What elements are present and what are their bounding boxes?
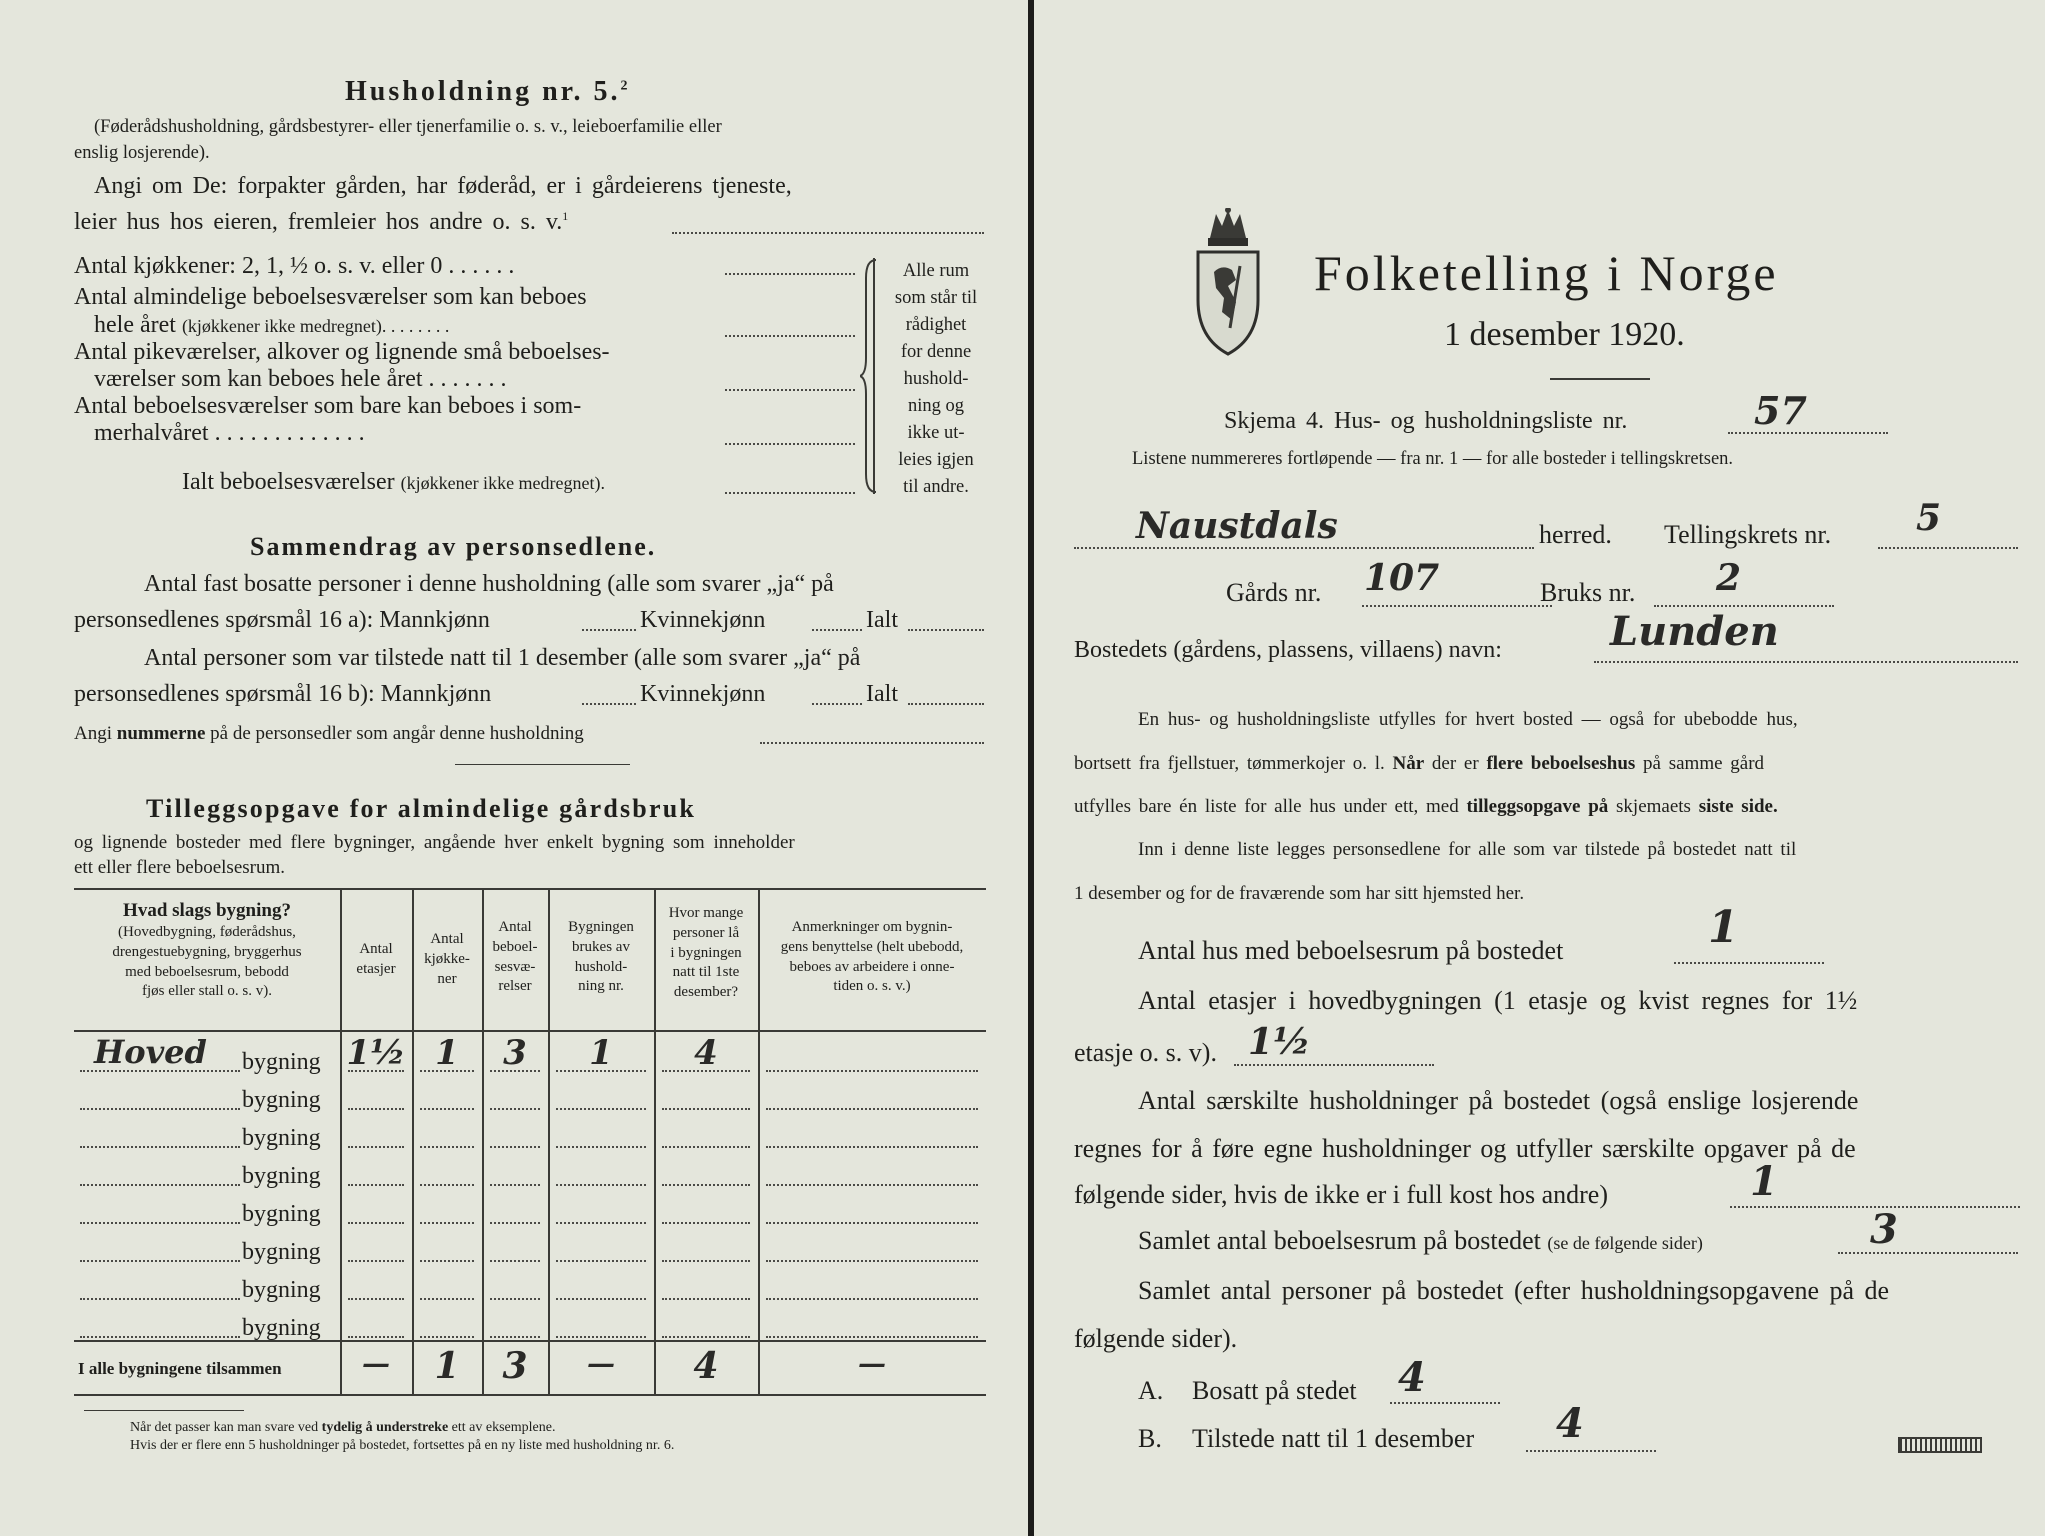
pike-label-line2: værelser som kan beboes hele året . . . . . . .: [94, 366, 507, 392]
cell-personer-line[interactable]: [662, 1260, 750, 1262]
cell-kjokkener-line[interactable]: [420, 1184, 474, 1186]
cell-personer-line[interactable]: [662, 1184, 750, 1186]
info-line3: [1074, 797, 1778, 816]
col-header-type-line: (Hovedbygning, føderådshus,: [118, 924, 296, 941]
col-header-kjokkener: [414, 930, 480, 989]
q-saerskilte-line2: regnes for å føre egne husholdninger og utfyller særskilte opgaver på de: [1074, 1134, 1856, 1163]
info-line2-d: flere beboelseshus: [1486, 753, 1636, 774]
col-header-line: desember?: [673, 984, 739, 1001]
cell-etasjer-line[interactable]: [348, 1336, 404, 1338]
total-etasjer[interactable]: —: [362, 1347, 390, 1380]
nummerne-a: Angi: [74, 723, 112, 744]
sommer-answer-line[interactable]: [725, 443, 855, 445]
tilstede-natt-label: Tilstede natt til 1 desember: [1192, 1424, 1475, 1453]
row-bygning-label: bygning: [242, 1277, 321, 1303]
tilstede-natt-value[interactable]: 4: [1556, 1400, 1584, 1447]
listene-note: Listene nummereres fortløpende — fra nr. 1 — for alle bosteder i tellingskretsen.: [1132, 449, 1734, 469]
total-anmerkninger[interactable]: —: [858, 1347, 886, 1380]
nummerne-label: [74, 724, 584, 743]
q-samlet-rum-small: (se de følgende sider): [1547, 1233, 1703, 1253]
col-header-line: Anmerkninger om bygnin-: [791, 919, 953, 935]
col-header-type-line: med beboelsesrum, bebodd: [125, 963, 289, 980]
q-etasjer-line1: Antal etasjer i hovedbygningen (1 etasje og kvist regnes for 1½: [1138, 986, 1858, 1015]
tilstede-ialt-line[interactable]: [908, 703, 984, 705]
alm-label-line2-small: (kjøkkener ikke medregnet). . . . . . . .: [181, 316, 450, 336]
tillegg-title: Tilleggsopgave for almindelige gårdsbruk: [146, 794, 697, 823]
household-intro-line2: enslig losjerende).: [74, 143, 210, 163]
tilstede-line2: personsedlenes spørsmål 16 b): Mannkjønn: [74, 681, 492, 707]
alm-label-line1: Antal almindelige beboelsesværelser som kan beboes: [74, 284, 587, 310]
section-divider: [455, 764, 630, 765]
row-bygning-label: bygning: [242, 1239, 321, 1265]
table-header-border: [74, 1030, 986, 1032]
cell-personer-line[interactable]: [662, 1336, 750, 1338]
cell-personer-line[interactable]: [662, 1146, 750, 1148]
tilstede-line1: Antal personer som var tilstede natt til 1 desember (alle som svarer „ja“ på: [144, 645, 861, 671]
row-type-line[interactable]: [80, 1146, 240, 1148]
col-header-line: Bygningen: [568, 919, 634, 935]
col-header-type-line: fjøs eller stall o. s. v).: [142, 983, 272, 1000]
cell-anmerkninger-line[interactable]: [766, 1298, 978, 1300]
rooms-brace: [860, 258, 880, 494]
total-personer[interactable]: 4: [693, 1345, 719, 1387]
col-header-line: hushold-: [574, 958, 628, 975]
rooms-note-line: rådighet: [905, 315, 967, 335]
info-line3-d: siste side.: [1698, 796, 1778, 817]
total-beboelsesrum[interactable]: 3: [502, 1345, 528, 1387]
rooms-note-line: ikke ut-: [907, 423, 965, 443]
bosatt-value[interactable]: 4: [1398, 1354, 1426, 1401]
cell-anmerkninger-line[interactable]: [766, 1108, 978, 1110]
skjema-label: Skjema 4. Hus- og husholdningsliste nr.: [1224, 408, 1628, 434]
row-bygning-label: bygning: [242, 1125, 321, 1151]
fast-ialt-line[interactable]: [908, 629, 984, 631]
fast-kvinne-line[interactable]: [812, 629, 862, 631]
cell-beboelsesrum[interactable]: 3: [503, 1033, 527, 1073]
col-header-line: beboes av arbeidere i onne-: [789, 958, 955, 975]
cell-kjokkener-line[interactable]: [420, 1146, 474, 1148]
census-title: Folketelling i Norge: [1314, 245, 1779, 301]
rooms-note-line: for denne: [900, 342, 972, 362]
footnote-line1-a: Når det passer kan man svare ved: [130, 1420, 319, 1435]
cell-anmerkninger-line[interactable]: [766, 1184, 978, 1186]
cell-etasjer-line[interactable]: [348, 1298, 404, 1300]
fast-mann-line[interactable]: [582, 629, 636, 631]
gards-line[interactable]: [1362, 605, 1552, 607]
col-header-line: Antal: [359, 941, 393, 957]
cell-anmerkninger-line[interactable]: [766, 1146, 978, 1148]
bosatt-letter: A.: [1138, 1376, 1164, 1405]
cell-husholdning-line[interactable]: [556, 1260, 646, 1262]
cell-etasjer-line[interactable]: [348, 1184, 404, 1186]
col-header-line: ner: [437, 970, 457, 987]
cell-kjokkener-line[interactable]: [420, 1260, 474, 1262]
household-title: [345, 78, 631, 106]
total-kjokkener[interactable]: 1: [434, 1345, 460, 1387]
q-samlet-pers-line1: Samlet antal personer på bostedet (efter husholdningsopgavene på de: [1138, 1276, 1890, 1305]
cell-husholdning-line[interactable]: [556, 1336, 646, 1338]
rooms-note-line: som står til: [894, 288, 978, 308]
rooms-note-divider: [873, 258, 875, 494]
col-header-line: Antal: [430, 931, 464, 947]
tellingskrets-line[interactable]: [1878, 547, 2018, 549]
ialt-label-small: (kjøkkener ikke medregnet).: [400, 473, 606, 493]
q-samlet-pers-line2: følgende sider).: [1074, 1324, 1238, 1353]
col-header-line: personer lå: [672, 924, 740, 941]
cell-kjokkener-line[interactable]: [420, 1298, 474, 1300]
cell-etasjer[interactable]: 1½: [346, 1033, 406, 1073]
q-etasjer-line2: etasje o. s. v).: [1074, 1038, 1217, 1067]
info-line3-a: utfylles bare én liste for alle hus under ett, med: [1074, 796, 1459, 817]
right-page: [1034, 0, 2045, 1536]
info-line2-b: Når: [1392, 753, 1425, 774]
q-saerskilte-line1: Antal særskilte husholdninger på bostedet (også enslige losjerende: [1138, 1086, 1859, 1115]
cell-beboelsesrum-line[interactable]: [490, 1260, 540, 1262]
footnote-line1-c: ett av eksemplene.: [451, 1420, 556, 1435]
cell-personer-line[interactable]: [662, 1108, 750, 1110]
info-line3-c: skjemaets: [1616, 796, 1691, 817]
footnote-line1-b: tydelig å understreke: [321, 1420, 449, 1435]
footnote-line1: [130, 1421, 555, 1435]
cell-kjokkener[interactable]: 1: [435, 1033, 459, 1073]
rooms-note-line: ning og: [907, 396, 964, 416]
tellingskrets-label: Tellingskrets nr.: [1664, 520, 1832, 549]
q-samlet-rum-value[interactable]: 3: [1870, 1206, 1898, 1253]
q-samlet-rum-line[interactable]: [1838, 1252, 2018, 1254]
rooms-note: [882, 258, 990, 501]
rooms-note-line: leies igjen: [898, 450, 974, 470]
tilstede-natt-line[interactable]: [1526, 1450, 1656, 1452]
table-total-border: [74, 1340, 986, 1342]
row-bygning-label: bygning: [242, 1163, 321, 1189]
cell-kjokkener-line[interactable]: [420, 1222, 474, 1224]
cell-etasjer-line[interactable]: [348, 1146, 404, 1148]
q-etasjer-value[interactable]: 1½: [1248, 1021, 1311, 1063]
cell-etasjer-line[interactable]: [348, 1260, 404, 1262]
kjokkener-answer-line[interactable]: [725, 273, 855, 275]
row-bygning-label: bygning: [242, 1315, 321, 1341]
alm-answer-line[interactable]: [725, 335, 855, 337]
cell-husholdning[interactable]: 1: [589, 1033, 613, 1073]
col-header-line: kjøkke-: [424, 950, 470, 967]
info-line4: Inn i denne liste legges personsedlene for alle som var tilstede på bostedet natt til: [1138, 839, 1797, 860]
row-type-value[interactable]: Hoved: [94, 1033, 207, 1071]
cell-beboelsesrum-line[interactable]: [490, 1298, 540, 1300]
tilstede-mann-line[interactable]: [582, 703, 636, 705]
col-header-husholdning-nr: [550, 918, 652, 997]
cell-personer[interactable]: 4: [694, 1033, 718, 1073]
nummerne-answer-line[interactable]: [760, 742, 984, 744]
info-line5: 1 desember og for de fraværende som har sitt hjemsted her.: [1074, 883, 1525, 904]
col-header-line: brukes av: [572, 938, 630, 955]
cell-husholdning-line[interactable]: [556, 1108, 646, 1110]
cell-husholdning-line[interactable]: [556, 1298, 646, 1300]
cell-personer-line[interactable]: [662, 1298, 750, 1300]
alm-label-line2-text: hele året: [94, 312, 176, 338]
col-header-line: etasjer: [356, 960, 396, 977]
fast-ialt-label: Ialt: [866, 607, 898, 633]
row-bygning-label: bygning: [242, 1201, 321, 1227]
row-bygning-label: bygning: [242, 1087, 321, 1113]
angi-line2-text: leier hus hos eieren, fremleier hos andre o. s. v.: [74, 209, 563, 235]
col-header-anmerkninger: [760, 918, 984, 997]
cell-beboelsesrum-line[interactable]: [490, 1222, 540, 1224]
alm-label-line2: [94, 313, 449, 337]
herred-label: herred.: [1539, 520, 1612, 549]
bruks-label: Bruks nr.: [1540, 578, 1636, 607]
info-line2-c: der er: [1431, 753, 1479, 774]
row-type-line[interactable]: [80, 1336, 240, 1338]
kjokkener-label: Antal kjøkkener: 2, 1, ½ o. s. v. eller 0 . . . . . .: [74, 253, 515, 279]
household-title-sup: 2: [620, 78, 631, 94]
cell-husholdning-line[interactable]: [556, 1146, 646, 1148]
bosted-value[interactable]: Lunden: [1610, 608, 1779, 655]
table-top-border: [74, 888, 986, 890]
angi-line1: Angi om De: forpakter gården, har føderåd, er i gårdeierens tjeneste,: [94, 173, 792, 199]
sommer-label-line1: Antal beboelsesværelser som bare kan beboes i som-: [74, 393, 582, 419]
col-header-personer: [656, 904, 756, 1003]
col-header-type-title: Hvad slags bygning?: [123, 900, 291, 921]
bosatt-label: Bosatt på stedet: [1192, 1376, 1357, 1405]
col-header-line: Hvor mange: [668, 905, 744, 921]
col-header-beboelsesrum: [484, 918, 546, 997]
tilstede-kvinne-line[interactable]: [812, 703, 862, 705]
cell-beboelsesrum-line[interactable]: [490, 1184, 540, 1186]
pike-answer-line[interactable]: [725, 389, 855, 391]
col-header-line: beboel-: [492, 938, 538, 955]
pike-label-line1: Antal pikeværelser, alkover og lignende små beboelses-: [74, 339, 610, 365]
cell-etasjer-line[interactable]: [348, 1108, 404, 1110]
q-hus-value[interactable]: 1: [1708, 902, 1739, 953]
cell-anmerkninger-line[interactable]: [766, 1336, 978, 1338]
col-header-line: sesvæ-: [494, 958, 536, 975]
herred-value[interactable]: Naustdals: [1136, 505, 1338, 547]
fast-bosatte-line2: personsedlenes spørsmål 16 a): Mannkjønn: [74, 607, 490, 633]
col-header-etasjer: [342, 940, 410, 980]
row-type-line[interactable]: [80, 1260, 240, 1262]
info-line2: [1074, 754, 1764, 773]
tilstede-kvinne-label: Kvinnekjønn: [640, 681, 766, 707]
q-samlet-rum-label: [1138, 1228, 1703, 1254]
sommer-label-line2: merhalvåret . . . . . . . . . . . . .: [94, 420, 365, 446]
cell-personer-line[interactable]: [662, 1222, 750, 1224]
bosted-line[interactable]: [1594, 661, 2018, 663]
angi-answer-line[interactable]: [672, 232, 984, 234]
info-line3-b: tilleggsopgave på: [1466, 796, 1609, 817]
row-bygning-label: bygning: [242, 1049, 321, 1075]
row-type-line[interactable]: [80, 1298, 240, 1300]
row-type-line[interactable]: [80, 1222, 240, 1224]
coat-of-arms-icon: [1192, 208, 1264, 356]
cell-etasjer-line[interactable]: [348, 1222, 404, 1224]
q-saerskilte-value[interactable]: 1: [1750, 1158, 1778, 1205]
census-date: 1 desember 1920.: [1444, 316, 1685, 353]
footnote-divider: [84, 1410, 244, 1411]
info-line2-a: bortsett fra fjellstuer, tømmerkojer o. l.: [1074, 753, 1385, 774]
q-samlet-rum-text: Samlet antal beboelsesrum på bostedet: [1138, 1226, 1541, 1255]
q-saerskilte-line3: følgende sider, hvis de ikke er i full kost hos andre): [1074, 1180, 1608, 1209]
cell-husholdning-line[interactable]: [556, 1222, 646, 1224]
total-husholdning[interactable]: —: [587, 1347, 615, 1380]
total-row-label: I alle bygningene tilsammen: [78, 1359, 282, 1378]
info-line2-e: på samme gård: [1643, 753, 1765, 774]
rooms-note-line: Alle rum: [902, 261, 970, 281]
cell-anmerkninger-line[interactable]: [766, 1070, 978, 1072]
skjema-nr-line[interactable]: [1728, 432, 1888, 434]
tilstede-ialt-label: Ialt: [866, 681, 898, 707]
angi-line2-sup: 1: [562, 209, 569, 223]
ialt-label: [182, 470, 605, 494]
bruks-value[interactable]: 2: [1716, 557, 1742, 599]
cell-anmerkninger-line[interactable]: [766, 1260, 978, 1262]
household-title-text: Husholdning nr. 5.: [345, 76, 621, 107]
cell-beboelsesrum-line[interactable]: [490, 1108, 540, 1110]
info-line1: En hus- og husholdningsliste utfylles for hvert bosted — også for ubebodde hus,: [1138, 709, 1798, 730]
row-type-line[interactable]: [80, 1108, 240, 1110]
herred-line[interactable]: [1074, 547, 1534, 549]
q-hus-label: Antal hus med beboelsesrum på bostedet: [1138, 936, 1564, 965]
col-header-line: relser: [498, 978, 532, 995]
bosted-label: Bostedets (gårdens, plassens, villaens) navn:: [1074, 637, 1502, 663]
gards-value[interactable]: 107: [1364, 557, 1440, 599]
col-header-type: [76, 898, 338, 1002]
fast-bosatte-line1: Antal fast bosatte personer i denne husholdning (alle som svarer „ja“ på: [144, 571, 834, 597]
col-header-line: natt til 1ste: [672, 964, 740, 981]
cell-beboelsesrum-line[interactable]: [490, 1336, 540, 1338]
household-intro-line1: (Føderådshusholdning, gårdsbestyrer- eller tjenerfamilie o. s. v., leieboerfamilie eller: [94, 117, 722, 137]
bruks-line[interactable]: [1654, 605, 1834, 607]
cell-kjokkener-line[interactable]: [420, 1336, 474, 1338]
table-bottom-border: [74, 1394, 986, 1396]
col-header-type-lines: [76, 923, 338, 1002]
tillegg-intro-line2: ett eller flere beboelsesrum.: [74, 857, 286, 878]
cell-beboelsesrum-line[interactable]: [490, 1146, 540, 1148]
sammendrag-title: Sammendrag av personsedlene.: [250, 532, 657, 561]
cell-anmerkninger-line[interactable]: [766, 1222, 978, 1224]
nummerne-b: nummerne: [116, 723, 206, 744]
angi-line2: [74, 210, 568, 234]
nummerne-c: på de personsedler som angår denne husholdning: [210, 723, 584, 744]
tilstede-letter: B.: [1138, 1424, 1162, 1453]
col-header-line: Antal: [498, 919, 532, 935]
footnote-line2: Hvis der er flere enn 5 husholdninger på bostedet, fortsettes på en ny liste med husholdning nr. 6.: [130, 1438, 675, 1453]
row-type-line[interactable]: [80, 1184, 240, 1186]
ialt-label-text: Ialt beboelsesværelser: [182, 469, 395, 495]
cell-kjokkener-line[interactable]: [420, 1108, 474, 1110]
rooms-note-line: hushold-: [903, 369, 969, 389]
col-header-line: i bygningen: [670, 944, 742, 961]
cell-husholdning-line[interactable]: [556, 1184, 646, 1186]
col-header-type-line: drengestuebygning, bryggerhus: [112, 943, 302, 960]
gards-label: Gårds nr.: [1226, 578, 1322, 607]
tellingskrets-value[interactable]: 5: [1916, 497, 1942, 539]
rooms-note-line: til andre.: [903, 477, 969, 497]
printer-stamp: [1898, 1437, 1982, 1453]
fast-kvinne-label: Kvinnekjønn: [640, 607, 766, 633]
title-divider: [1550, 378, 1650, 380]
q-etasjer-line[interactable]: [1234, 1064, 1434, 1066]
tillegg-intro-line1: og lignende bosteder med flere bygninger, angående hver enkelt bygning som inneholder: [74, 832, 795, 853]
bosatt-line[interactable]: [1390, 1402, 1500, 1404]
col-header-line: tiden o. s. v.): [833, 978, 911, 995]
col-header-line: ning nr.: [578, 978, 624, 995]
col-header-line: gens benyttelse (helt ubebodd,: [780, 938, 964, 955]
skjema-nr-value[interactable]: 57: [1754, 388, 1807, 433]
q-hus-line[interactable]: [1674, 962, 1824, 964]
ialt-answer-line[interactable]: [725, 492, 855, 494]
